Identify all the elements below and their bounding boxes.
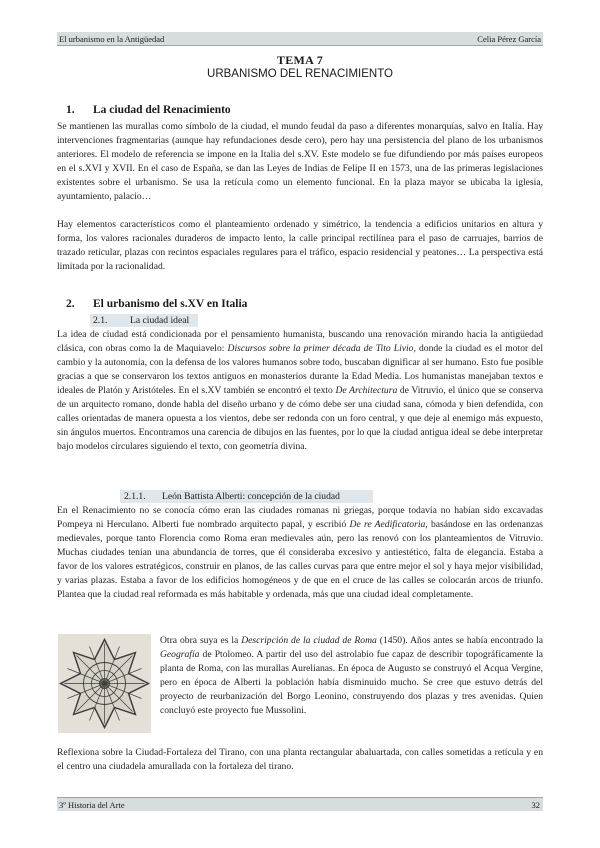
book-title: Descripción de la ciudad de Roma xyxy=(241,635,377,646)
page-footer xyxy=(57,797,543,811)
text-run: En el Renacimiento no se conocía cómo eran las ciudades romanas ni griegas, porque todavía no habían sido excavadas Pompeya ni Herculano. Alberti fue nombrado arquitecto papal, y escribió xyxy=(57,505,543,530)
text-run: (1450). Años antes se había encontrado la xyxy=(376,635,543,646)
book-title: Discursos sobre la primer década de Tito Livio xyxy=(227,343,414,354)
book-title: De Architectura xyxy=(335,385,398,396)
paragraph-2: Hay elementos característicos como el planteamiento ordenado y simétrico, la tendencia a edificios unitarios en altura y forma, los valores racionales duraderos de impacto lento, la calle principal rectilínea para el paso de carruajes, barrios de trazado reticular, plazas con recintos espaciales regulares para el tráfico, espacio residencial y peatones… La perspectiva está limitada por la racionalidad. xyxy=(57,219,543,272)
header-author: Celia Pérez García xyxy=(477,34,541,44)
text-run: de Ptolomeo. A partir del uso del astrolabio fue capaz de describir topográficamente la planta de Roma, con las murallas Aurelianas. En época de Augusto se construyó el Acqua Vergine, pero en época de Alberti la población había disminuido mucho. Se cree que estuvo detrás del proyecto de reurbanización del Borgo Leonino, construyendo dos plazas y tres avenidas. Quien concluyó este proyecto fue Mussolini. xyxy=(160,649,543,716)
paragraph-6: Reflexiona sobre la Ciudad-Fortaleza del Tirano, con una planta rectangular abaluartada, con calles sometidas a retícula y en el centro una ciudadela amurallada con la fortaleza del tirano. xyxy=(57,747,543,772)
text-run: La idea de ciudad está condicionada por el pensamiento humanista, buscando una renovación mirando hacia la antigüedad clásica, con obras como la de Maquiavelo: xyxy=(57,329,543,354)
subsection-number: 2.1. xyxy=(93,315,108,326)
text-run: , donde la ciudad es el motor del cambio y la autonomía, con la defensa de los valores humanos sobre todo, buscaban dignificar al ser humano. Esto fue posible gracias a que se conservaron los textos antiguos en monasterios durante la Edad Media. Los humanistas manejaban textos e ideales de Platón y Aristóteles. En el s.XV también se encontró el texto xyxy=(57,343,543,396)
subsection-heading-2-1 xyxy=(90,314,198,327)
subsection-number: 2.1.1. xyxy=(124,491,146,502)
subsection-title: León Battista Alberti: concepción de la ciudad xyxy=(162,491,340,502)
text-run: Otra obra suya es la xyxy=(160,635,242,646)
section-number: 2. xyxy=(66,298,75,310)
section-heading-1 xyxy=(66,104,231,116)
section-heading-2 xyxy=(66,298,247,310)
page-header xyxy=(57,32,543,46)
section-title: El urbanismo del s.XV en Italia xyxy=(93,298,248,310)
paragraph-3 xyxy=(57,328,543,454)
subsection-title: La ciudad ideal xyxy=(130,315,190,326)
section-title: La ciudad del Renacimiento xyxy=(93,104,231,116)
header-course-title: El urbanismo en la Antigüedad xyxy=(59,34,165,44)
paragraph-5 xyxy=(160,634,543,718)
footer-course: 3º Historia del Arte xyxy=(59,800,125,810)
page-number: 32 xyxy=(531,800,540,810)
topic-number: TEMA 7 xyxy=(276,53,324,67)
text-run: de Vitruvio, el único que se conserva de un arquitecto romano, donde habla del diseño urbano y de cómo debe ser una ciudad sana, cómoda y bien defendida, con calles orientadas de manera opuesta a los vientos, debe ser redonda con un foro central, y que deje al enemigo más expuesto, sin ángulos muertos. Encontramos una carencia de dibujos en las fuentes, por lo que la ciudad antigua ideal se debe interpretar bajo modelos circulares siguiendo el texto, con geometría divina. xyxy=(57,385,544,452)
paragraph-1: Se mantienen las murallas como símbolo de la ciudad, el mundo feudal da paso a diferentes monarquías, salvo en Italia. Hay intervenciones fragmentarias (aunque hay refundaciones desde cero), pero hay una persistencia del plano de los urbanismos anteriores. El modelo de referencia se impone en la Italia del s.XV. Este modelo se fue difundiendo por más países europeos en el s.XVI y XVII. En el caso de España, se dan las Leyes de Indias de Felipe II en 1573, una de las primeras legislaciones existentes sobre el urbanismo. Se usa la retícula como un elemento funcional. En la plaza mayor se ubicaba la iglesia, ayuntamiento, palacio… xyxy=(57,121,543,202)
book-title: De re Aedificatoria xyxy=(349,519,426,530)
subsection-heading-2-1-1 xyxy=(120,490,373,503)
paragraph-4 xyxy=(57,504,543,602)
book-title: Geografía xyxy=(160,649,200,660)
section-number: 1. xyxy=(66,104,75,116)
text-run: , basándose en las ordenanzas medievales, porque tanto Florencia como Roma eran medievales aún, pero las renovó con los planteamientos de Vitruvio. Muchas ciudades tenían una abundancia de torres, que él consideraba excesivo y antiestético, falta de elegancia. Estaba a favor de los valores estratégicos, construir en planos, de las calles curvas para que entre mejor el sol y haya mejor visibilidad, y varias plazas. Estaba a favor de los edificios homogéneos y de que en el cruce de las calles se colocarán arcos de triunfo. Plantea que la ciudad real reformada es más habitable y ordenada, más que una ciudad ideal completamente. xyxy=(57,519,543,600)
topic-title: URBANISMO DEL RENACIMIENTO xyxy=(207,68,393,80)
ideal-city-plan-image xyxy=(58,634,151,733)
star-city-plan-icon xyxy=(58,634,151,733)
document-title xyxy=(57,53,543,82)
